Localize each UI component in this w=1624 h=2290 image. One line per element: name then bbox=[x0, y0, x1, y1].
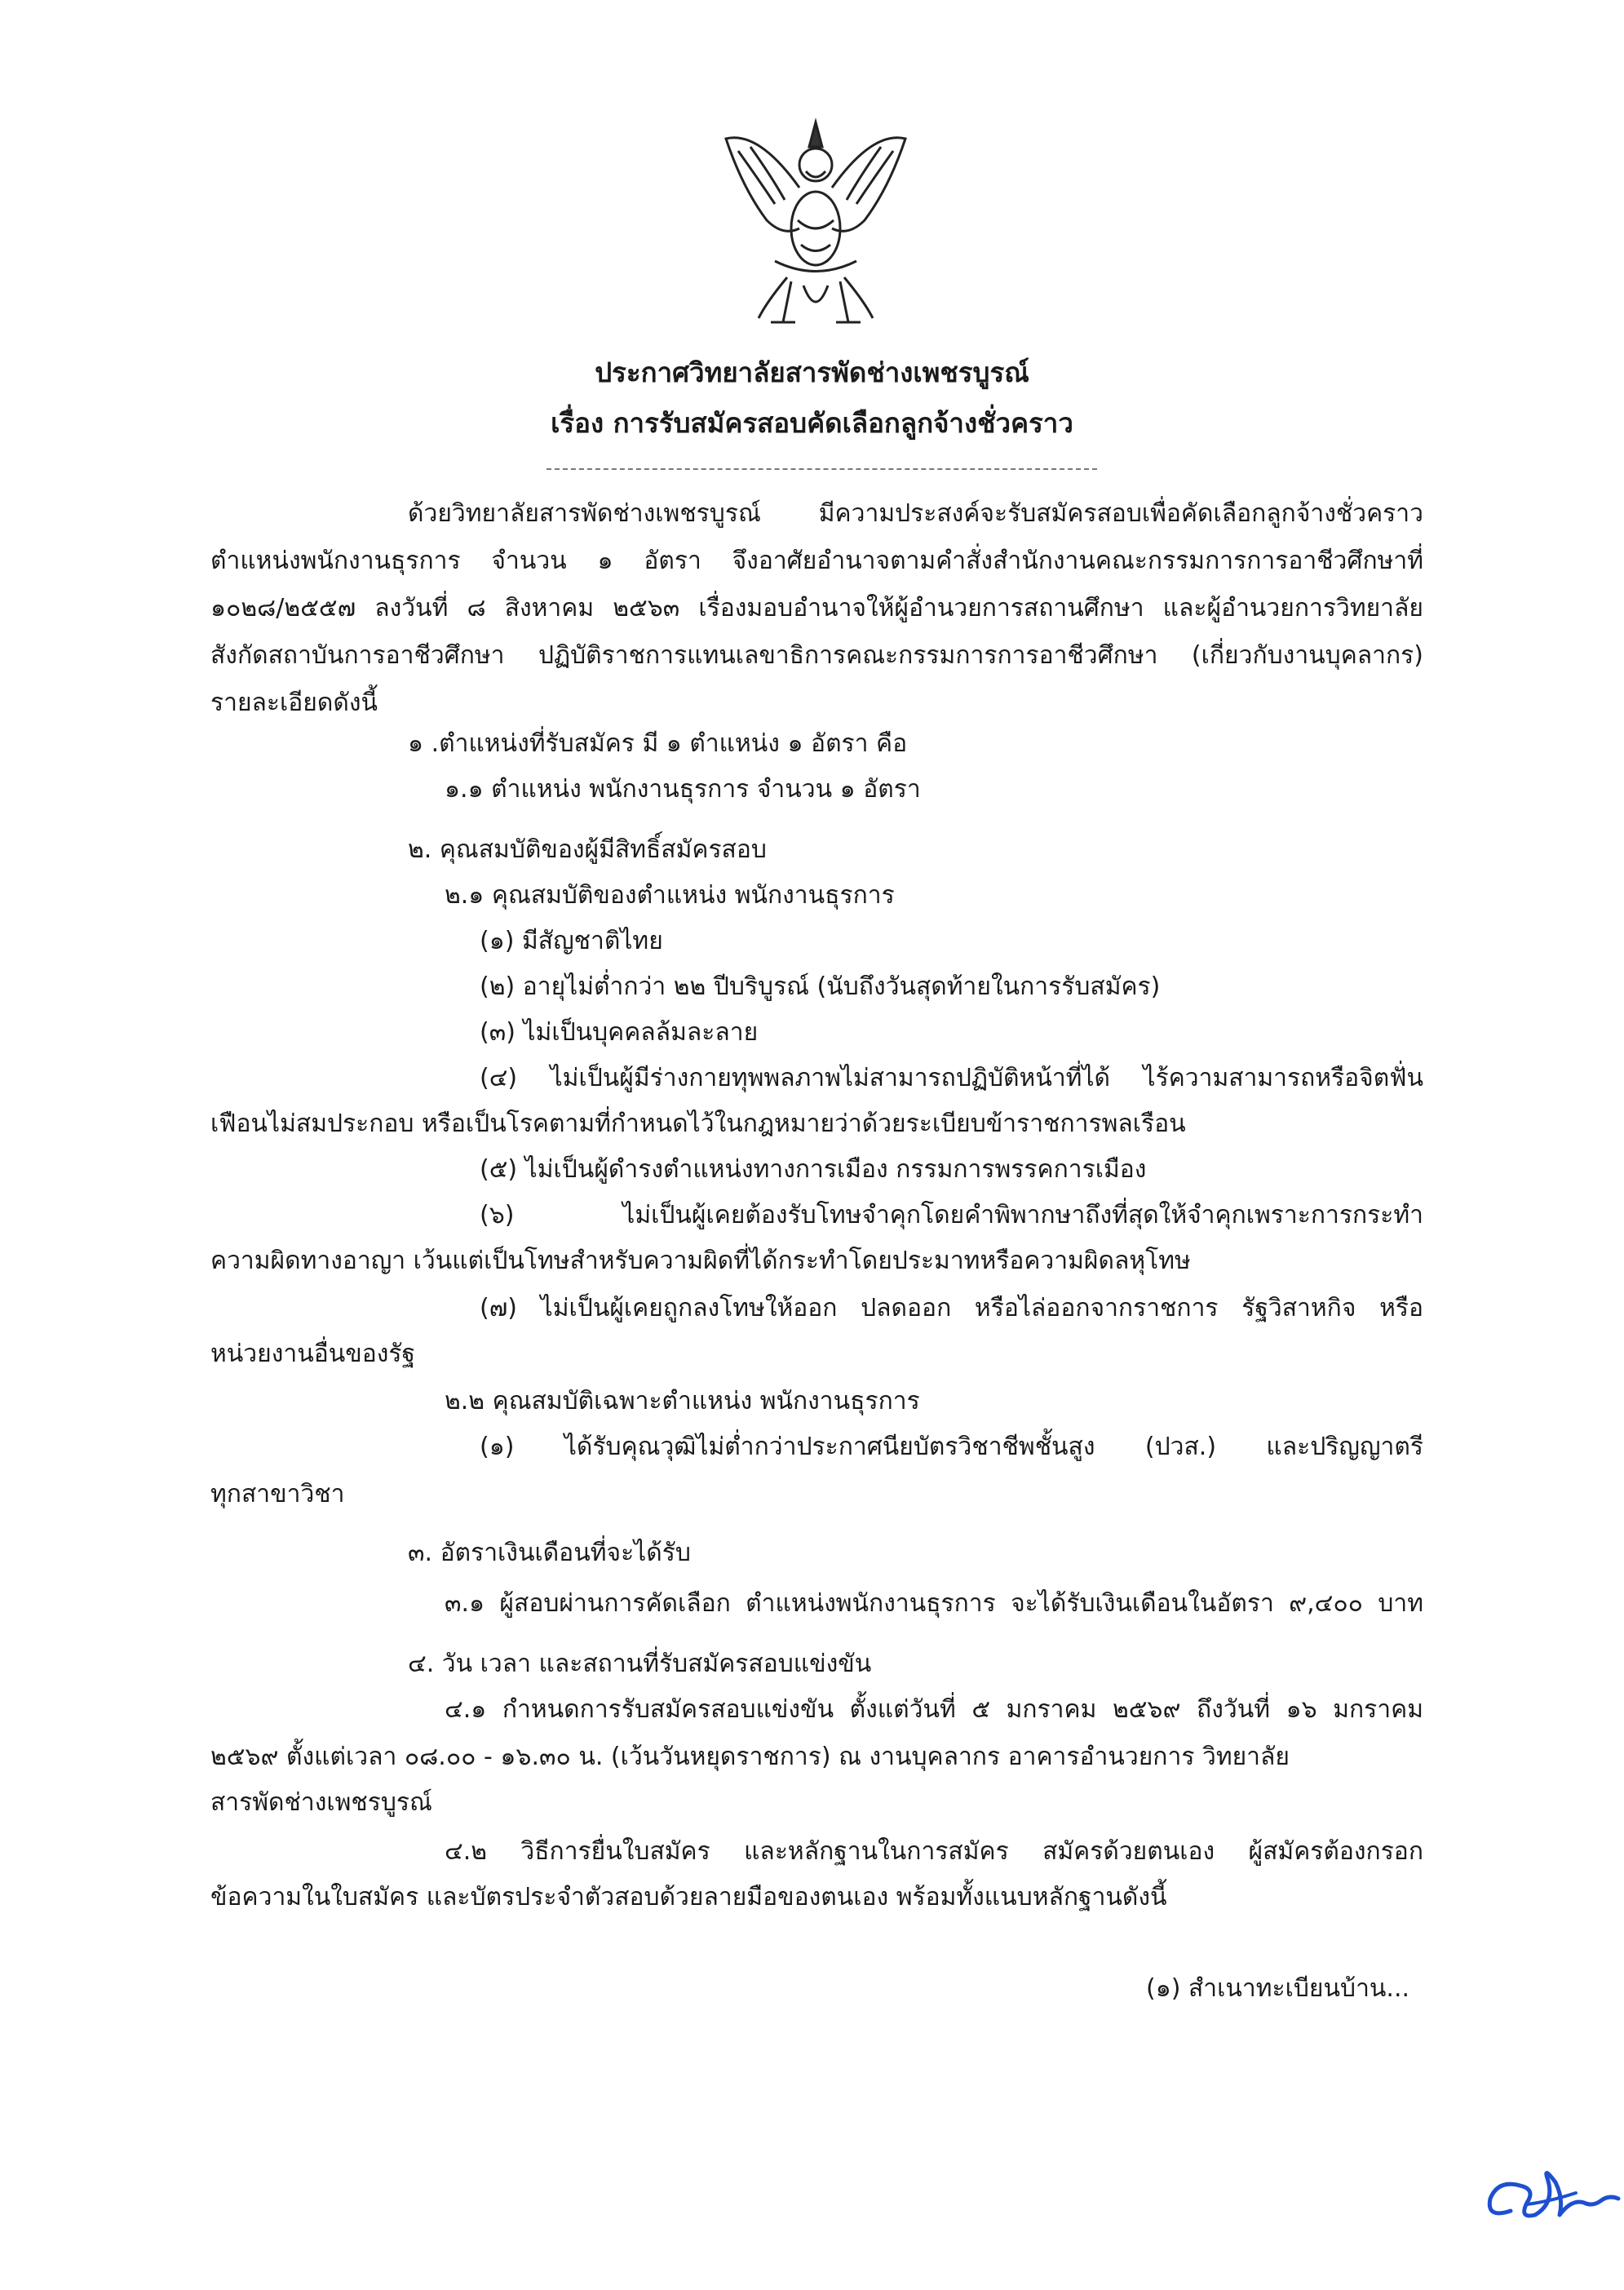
section2-sub2: ๒.๒ คุณสมบัติเฉพาะตำแหน่ง พนักงานธุรการ bbox=[445, 1387, 920, 1415]
intro-line-1: ด้วยวิทยาลัยสารพัดช่างเพชรบูรณ์ มีความประสงค์จะรับสมัครสอบเพื่อคัดเลือกลูกจ้างชั่วคราว bbox=[408, 499, 1423, 528]
specific-qualification-line-2: ทุกสาขาวิชา bbox=[210, 1480, 345, 1508]
section3-item: ๓.๑ ผู้สอบผ่านการคัดเลือก ตำแหน่งพนักงานธุรการ จะได้รับเงินเดือนในอัตรา ๙,๔๐๐ บาท bbox=[445, 1589, 1423, 1618]
qualification-1: (๑) มีสัญชาติไทย bbox=[480, 927, 663, 955]
section4-item1-line-2: ๒๕๖๙ ตั้งแต่เวลา ๐๘.๐๐ - ๑๖.๓๐ น. (เว้นวันหยุดราชการ) ณ งานบุคลากร อาคารอำนวยการ วิทยาลัย bbox=[210, 1743, 1290, 1771]
signature-mark bbox=[1478, 2154, 1624, 2243]
section4-item2-line-2: ข้อความในใบสมัคร และบัตรประจำตัวสอบด้วยลายมือของตนเอง พร้อมทั้งแนบหลักฐานดังนี้ bbox=[210, 1883, 1167, 1911]
qualification-4-line-1: (๔) ไม่เป็นผู้มีร่างกายทุพพลภาพไม่สามารถปฏิบัติหน้าที่ได้ ไร้ความสามารถหรือจิตฟั่น bbox=[480, 1064, 1423, 1092]
qualification-7-line-2: หน่วยงานอื่นของรัฐ bbox=[210, 1340, 416, 1368]
announcement-subject: เรื่อง การรับสมัครสอบคัดเลือกลูกจ้างชั่วคราว bbox=[551, 407, 1073, 439]
intro-line-5: รายละเอียดดังนี้ bbox=[210, 689, 378, 717]
intro-line-4: สังกัดสถาบันการอาชีวศึกษา ปฏิบัติราชการแทนเลขาธิการคณะกรรมการการอาชีวศึกษา (เกี่ยวกับงานบุคลากร) bbox=[210, 641, 1423, 670]
announcement-title: ประกาศวิทยาลัยสารพัดช่างเพชรบูรณ์ bbox=[595, 357, 1029, 388]
qualification-4-line-2: เฟือนไม่สมประกอบ หรือเป็นโรคตามที่กำหนดไว้ในกฎหมายว่าด้วยระเบียบข้าราชการพลเรือน bbox=[210, 1110, 1186, 1138]
intro-line-3: ๑๐๒๘/๒๕๕๗ ลงวันที่ ๘ สิงหาคม ๒๕๖๓ เรื่องมอบอำนาจให้ผู้อำนวยการสถานศึกษา และผู้อำนวยการวิทยาลัย bbox=[210, 594, 1423, 622]
section4-item1-line-1: ๔.๑ กำหนดการรับสมัครสอบแข่งขัน ตั้งแต่วันที่ ๕ มกราคม ๒๕๖๙ ถึงวันที่ ๑๖ มกราคม bbox=[445, 1695, 1423, 1724]
qualification-7-line-1: (๗) ไม่เป็นผู้เคยถูกลงโทษให้ออก ปลดออก หรือไล่ออกจากราชการ รัฐวิสาหกิจ หรือ bbox=[480, 1294, 1423, 1322]
specific-qualification-line-1: (๑) ได้รับคุณวุฒิไม่ต่ำกว่าประกาศนียบัตรวิชาชีพชั้นสูง (ปวส.) และปริญญาตรี bbox=[480, 1433, 1423, 1461]
qualification-2: (๒) อายุไม่ต่ำกว่า ๒๒ ปีบริบูรณ์ (นับถึงวันสุดท้ายในการรับสมัคร) bbox=[480, 972, 1161, 1001]
intro-line-2: ตำแหน่งพนักงานธุรการ จำนวน ๑ อัตรา จึงอาศัยอำนาจตามคำสั่งสำนักงานคณะกรรมการการอาชีวศึกษาที่ bbox=[210, 547, 1423, 575]
section2-heading: ๒. คุณสมบัติของผู้มีสิทธิ์สมัครสอบ bbox=[408, 835, 767, 864]
qualification-6-line-1: (๖) ไม่เป็นผู้เคยต้องรับโทษจำคุกโดยคำพิพากษาถึงที่สุดให้จำคุกเพราะการกระทำ bbox=[480, 1201, 1423, 1229]
qualification-6-line-2: ความผิดทางอาญา เว้นแต่เป็นโทษสำหรับความผิดที่ได้กระทำโดยประมาทหรือความผิดลหุโทษ bbox=[210, 1247, 1191, 1275]
qualification-5: (๕) ไม่เป็นผู้ดำรงตำแหน่งทางการเมือง กรรมการพรรคการเมือง bbox=[480, 1155, 1147, 1184]
section1-item: ๑.๑ ตำแหน่ง พนักงานธุรการ จำนวน ๑ อัตรา bbox=[445, 775, 921, 804]
section4-item2-line-1: ๔.๒ วิธีการยื่นใบสมัคร และหลักฐานในการสมัคร สมัครด้วยตนเอง ผู้สมัครต้องกรอก bbox=[445, 1837, 1423, 1866]
section4-heading: ๔. วัน เวลา และสถานที่รับสมัครสอบแข่งขัน bbox=[408, 1650, 872, 1678]
section3-heading: ๓. อัตราเงินเดือนที่จะได้รับ bbox=[408, 1539, 691, 1567]
qualification-3: (๓) ไม่เป็นบุคคลล้มละลาย bbox=[480, 1018, 759, 1047]
section2-sub1: ๒.๑ คุณสมบัติของตำแหน่ง พนักงานธุรการ bbox=[445, 881, 895, 910]
section1-heading: ๑ .ตำแหน่งที่รับสมัคร มี ๑ ตำแหน่ง ๑ อัตรา คือ bbox=[408, 729, 908, 758]
section4-item1-line-3: สารพัดช่างเพชรบูรณ์ bbox=[210, 1788, 432, 1817]
continuation-marker: (๑) สำเนาทะเบียนบ้าน... bbox=[1146, 1974, 1410, 2003]
title-divider bbox=[546, 468, 1097, 470]
garuda-emblem-icon bbox=[710, 114, 922, 334]
